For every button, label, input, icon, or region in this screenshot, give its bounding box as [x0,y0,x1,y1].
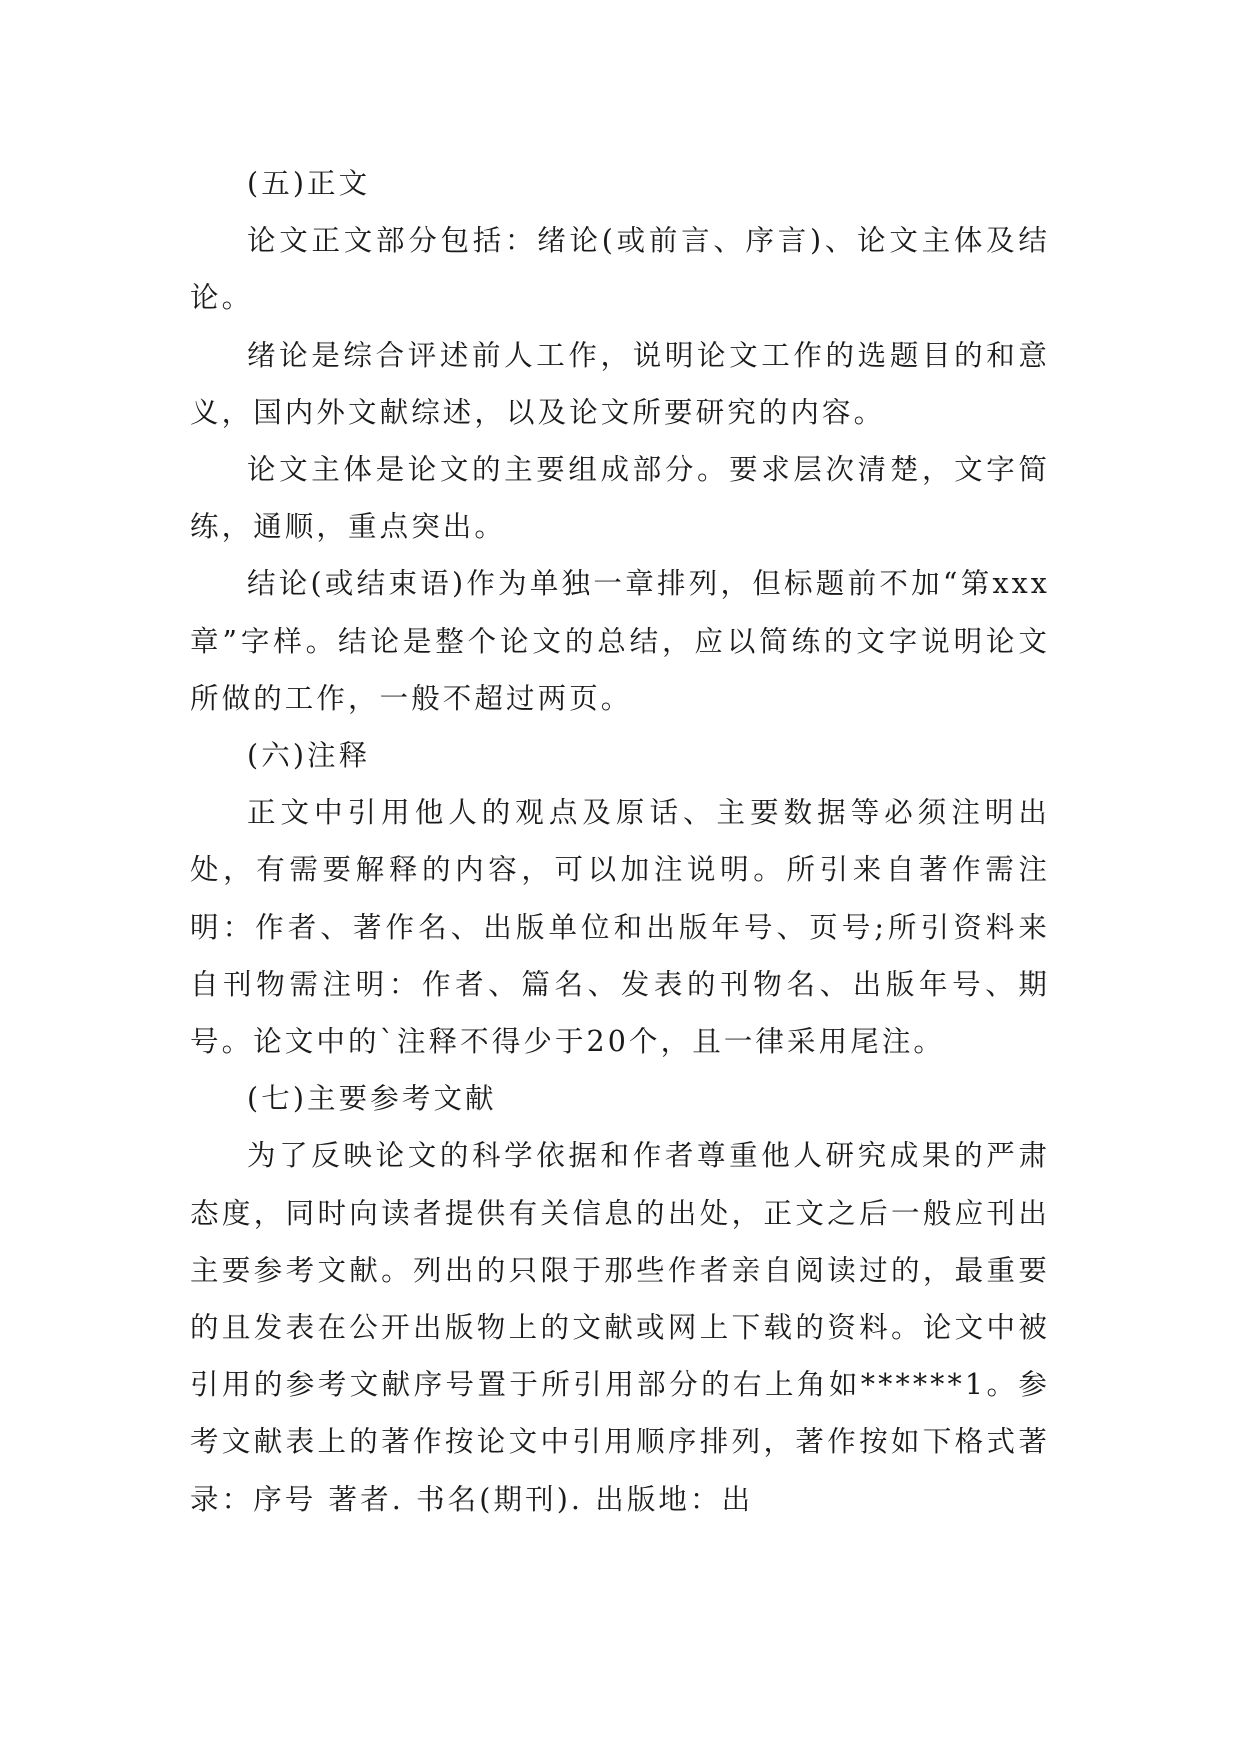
document-body [190,155,1050,1528]
paragraph-introduction: 绪论是综合评述前人工作，说明论文工作的选题目的和意义，国内外文献综述，以及论文所要研究的内容。 [190,338,1050,429]
paragraph-main-body: 论文主体是论文的主要组成部分。要求层次清楚，文字简练，通顺，重点突出。 [190,453,1050,544]
paragraph-conclusion: 结论(或结束语)作为单独一章排列，但标题前不加“第xxx章”字样。结论是整个论文的总结，应以简练的文字说明论文所做的工作，一般不超过两页。 [190,567,1050,715]
paragraph-notes: 正文中引用他人的观点及原话、主要数据等必须注明出处，有需要解释的内容，可以加注说明。所引来自著作需注明：作者、著作名、出版单位和出版年号、页号;所引资料来自刊物需注明：作者、篇名、发表的刊物名、出版年号、期号。论文中的`注释不得少于20个，且一律采用尾注。 [190,796,1050,1059]
section-heading-5: (五)正文 [247,167,371,200]
paragraph-body-intro: 论文正文部分包括：绪论(或前言、序言)、论文主体及结论。 [190,224,1050,315]
section-heading-6: (六)注释 [247,739,371,773]
section-heading-7: (七)主要参考文献 [247,1082,497,1116]
paragraph-references: 为了反映论文的科学依据和作者尊重他人研究成果的严肃态度，同时向读者提供有关信息的出处，正文之后一般应刊出主要参考文献。列出的只限于那些作者亲自阅读过的，最重要的且发表在公开出版物上的文献或网上下载的资料。论文中被引用的参考文献序号置于所引用部分的右上角如******1。参考文献表上的著作按论文中引用顺序排列，著作按如下格式著录：序号 著者. 书名(期刊). 出版地：出 [190,1139,1050,1516]
